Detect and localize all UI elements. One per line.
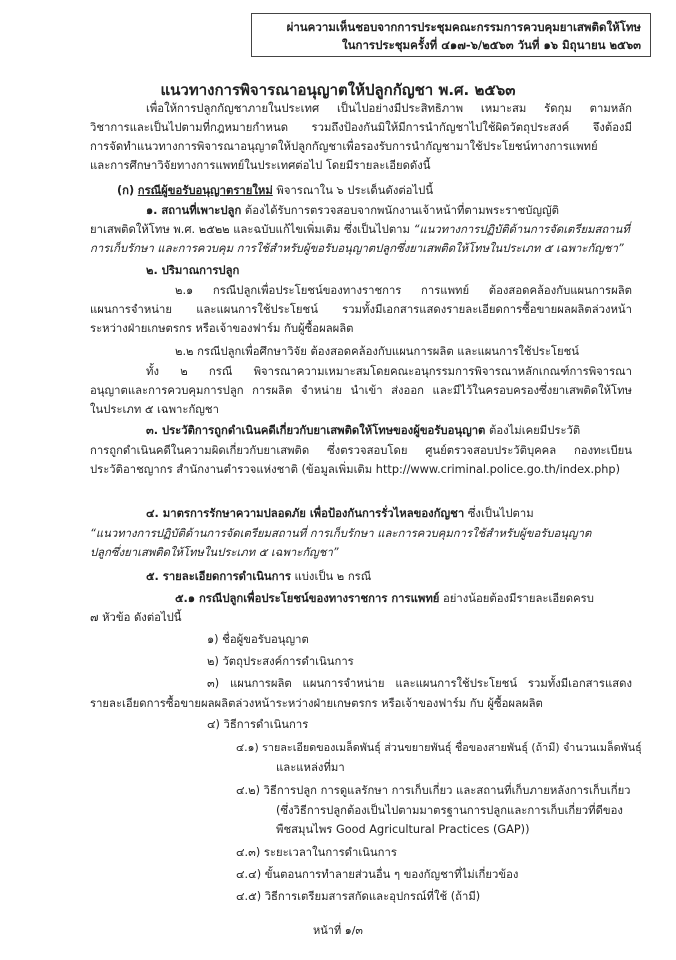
item-2-both-line: อนุญาตและการควบคุมการปลูก การผลิต จำหน่าย นำเข้า ส่งออก และมีไว้ในครอบครองซึ่งยาเสพติดให้โทษ — [90, 384, 632, 397]
item-1-line2-plain: ยาเสพติดให้โทษ พ.ศ. ๒๕๒๒ และฉบับแก้ไขเพิ่มเติม ซึ่งเป็นไปตาม — [90, 223, 410, 236]
item-3-line: การถูกดำเนินคดีในความผิดเกี่ยวกับยาเสพติด ซึ่งตรวจสอบโดย ศูนย์ตรวจสอบประวัติบุคคล กองทะเบียน — [90, 444, 632, 457]
intro-line: และการศึกษาวิจัยทางการแพทย์ในประเทศต่อไป โดยมีรายละเอียดดังนี้ — [90, 159, 431, 172]
item-2-1-line: แผนการจำหน่าย และแผนการใช้ประโยชน์ รวมทั้งมีเอกสารแสดงรายละเอียดการซื้อขายผลผลิตล่วงหน้า — [90, 303, 632, 316]
item-2-both-line: ในประเภท ๕ เฉพาะกัญชา — [90, 403, 219, 416]
item-1-label: ๑. สถานที่เพาะปลูก — [146, 204, 242, 217]
item-1-text: ต้องได้รับการตรวจสอบจากพนักงานเจ้าหน้าที่ตามพระราชบัญญัติ — [244, 204, 559, 217]
item-4-line — [146, 506, 534, 522]
section-a-heading — [117, 183, 433, 199]
sub-list-item-continuation: และแหล่งที่มา — [276, 761, 345, 774]
item-5-text: แบ่งเป็น ๒ กรณี — [294, 570, 372, 583]
list-item-continuation: รายละเอียดการซื้อขายผลผลิตล่วงหน้าระหว่างฝ่ายเกษตรกร หรือเจ้าของฟาร์ม กับ ผู้ซื้อผลผลิต — [90, 697, 543, 710]
item-5-1-text: อย่างน้อยต้องมีรายละเอียดครบ — [442, 592, 594, 605]
item-5-line — [146, 569, 371, 585]
sub-list-item: ๔.๒) วิธีการปลูก การดูแลรักษา การเก็บเกี่ยว และสถานที่เก็บภายหลังการเก็บเกี่ยว — [236, 784, 631, 797]
item-4-italic-line: ปลูกซึ่งยาเสพติดให้โทษในประเภท ๕ เฉพาะกัญชา” — [90, 546, 339, 559]
item-1-line3: การเก็บรักษา และการควบคุม การใช้สำหรับผู้ขอรับอนุญาตปลูกซึ่งยาเสพติดให้โทษในประเภท ๕ เฉพาะกัญชา” — [90, 242, 624, 255]
item-3-line: ประวัติอาชญากร สำนักงานตำรวจแห่งชาติ (ข้อมูลเพิ่มเติม http://www.criminal.police.go.th/index.php) — [90, 463, 621, 476]
item-1-line2-italic: “แนวทางการปฏิบัติด้านการจัดเตรียมสถานที่ — [413, 223, 630, 236]
list-item: ๒) วัตถุประสงค์การดำเนินการ — [207, 655, 354, 668]
item-2-label: ๒. ปริมาณการปลูก — [146, 264, 240, 277]
item-4-text: ซึ่งเป็นไปตาม — [467, 507, 534, 520]
stamp-line-1: ผ่านความเห็นชอบจากการประชุมคณะกรรมการควบคุมยาเสพติดให้โทษ — [286, 20, 641, 34]
item-4-italic-line: “แนวทางการปฏิบัติด้านการจัดเตรียมสถานที่ การเก็บรักษา และการควบคุมการใช้สำหรับผู้ขอรับอนุญาต — [90, 527, 592, 540]
sub-list-item: ๔.๓) ระยะเวลาในการดำเนินการ — [236, 846, 397, 859]
approval-stamp — [251, 13, 651, 57]
list-item: ๑) ชื่อผู้ขอรับอนุญาต — [207, 633, 309, 646]
intro-line: การจัดทำแนวทางการพิจารณาอนุญาตให้ปลูกกัญชาเพื่อรองรับการนำกัญชามาใช้ประโยชน์ทางการแพทย์ — [90, 140, 598, 153]
item-2-1-line: ๒.๑ กรณีปลูกเพื่อประโยชน์ของทางราชการ การแพทย์ ต้องสอดคล้องกับแผนการผลิต — [175, 284, 632, 297]
item-3-text: ต้องไม่เคยมีประวัติ — [488, 424, 581, 437]
stamp-line-2: ในการประชุมครั้งที่ ๔๑๗-๖/๒๕๖๓ วันที่ ๑๖ มิถุนายน ๒๕๖๓ — [342, 38, 641, 52]
sub-list-item-continuation: พืชสมุนไพร Good Agricultural Practices (GAP)) — [276, 823, 530, 836]
intro-line: วิชาการและเป็นไปตามที่กฎหมายกำหนด รวมถึงป้องกันมิให้มีการนำกัญชาไปใช้ผิดวัตถุประสงค์ จึงต้องมี — [90, 121, 632, 134]
item-5-1-line2: ๗ หัวข้อ ดังต่อไปนี้ — [90, 611, 182, 624]
list-item: ๔) วิธีการดำเนินการ — [207, 718, 309, 731]
list-item: ๓) แผนการผลิต แผนการจำหน่าย และแผนการใช้ประโยชน์ รวมทั้งมีเอกสารแสดง — [207, 677, 632, 690]
section-a-text: พิจารณาใน ๖ ประเด็นดังต่อไปนี้ — [276, 184, 434, 197]
item-2-both-line: ทั้ง ๒ กรณี พิจารณาความเหมาะสมโดยคณะอนุกรรมการพิจารณาหลักเกณฑ์การพิจารณา — [146, 365, 632, 378]
item-1-line — [90, 222, 630, 238]
item-5-1-line — [175, 591, 594, 607]
sub-list-item-continuation: (ซึ่งวิธีการปลูกต้องเป็นไปตามมาตรฐานการปลูกและการเก็บเกี่ยวที่ดีของ — [276, 804, 623, 817]
item-2-1-line: ระหว่างฝ่ายเกษตรกร หรือเจ้าของฟาร์ม กับผู้ซื้อผลผลิต — [90, 322, 354, 335]
intro-line: เพื่อให้การปลูกกัญชาภายในประเทศ เป็นไปอย่างมีประสิทธิภาพ เหมาะสม รัดกุม ตามหลัก — [146, 102, 632, 115]
item-5-1-label: ๕.๑ กรณีปลูกเพื่อประโยชน์ของทางราชการ การแพทย์ — [175, 592, 440, 605]
page-title: แนวทางการพิจารณาอนุญาตให้ปลูกกัญชา พ.ศ. ๒๕๖๓ — [160, 81, 516, 99]
page-number: หน้าที่ ๑/๓ — [313, 924, 363, 937]
sub-list-item: ๔.๑) รายละเอียดของเมล็ดพันธุ์ ส่วนขยายพันธุ์ ชื่อของสายพันธุ์ (ถ้ามี) จำนวนเมล็ดพันธุ์ — [236, 741, 642, 754]
item-3-line — [146, 423, 580, 439]
item-3-label: ๓. ประวัติการถูกดำเนินคดีเกี่ยวกับยาเสพติดให้โทษของผู้ขอรับอนุญาต — [146, 424, 486, 437]
item-1-line — [146, 203, 559, 219]
item-2-2-line: ๒.๒ กรณีปลูกเพื่อศึกษาวิจัย ต้องสอดคล้องกับแผนการผลิต และแผนการใช้ประโยชน์ — [175, 345, 579, 358]
sub-list-item: ๔.๕) วิธีการเตรียมสารสกัดและอุปกรณ์ที่ใช้ (ถ้ามี) — [236, 890, 481, 903]
section-a-title: กรณีผู้ขอรับอนุญาตรายใหม่ — [137, 184, 273, 197]
item-4-label: ๔. มาตรการรักษาความปลอดภัย เพื่อป้องกันการรั่วไหลของกัญชา — [146, 507, 465, 520]
item-5-label: ๕. รายละเอียดการดำเนินการ — [146, 570, 291, 583]
section-a-prefix: (ก) — [117, 184, 135, 197]
sub-list-item: ๔.๔) ขั้นตอนการทำลายส่วนอื่น ๆ ของกัญชาที่ไม่เกี่ยวข้อง — [236, 868, 519, 881]
